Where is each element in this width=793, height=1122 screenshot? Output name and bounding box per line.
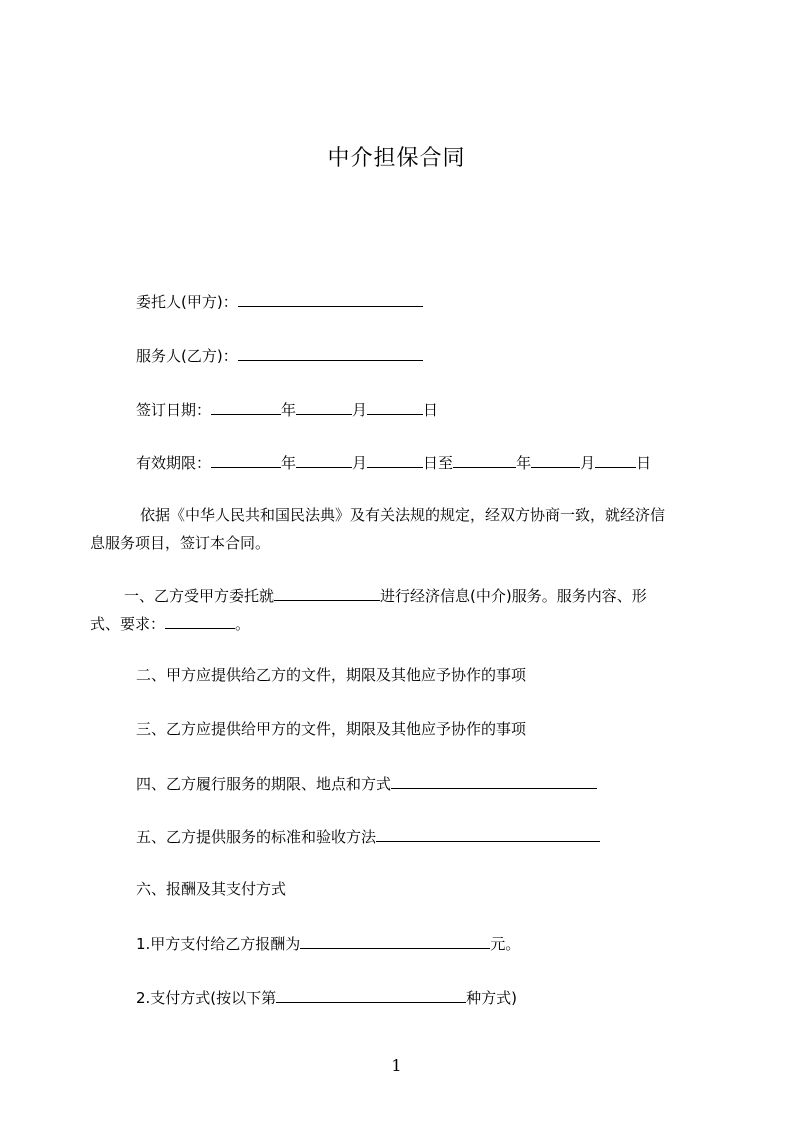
clause-1-part-3: 式、要求： <box>90 615 166 633</box>
clause-4-text: 四、乙方履行服务的期限、地点和方式 <box>136 775 392 793</box>
validity-start-year-unit: 年 <box>281 454 297 472</box>
signing-year-blank[interactable] <box>211 399 281 415</box>
clause-2: 二、甲方应提供给乙方的文件，期限及其他应予协作的事项 <box>136 666 527 684</box>
validity-end-day-blank[interactable] <box>595 452 636 468</box>
signing-year-unit: 年 <box>281 401 297 419</box>
signing-day-unit: 日 <box>423 401 439 419</box>
clause-1-part-4: 。 <box>235 615 251 633</box>
payment-method-blank[interactable] <box>276 987 466 1003</box>
validity-start-month-unit: 月 <box>352 454 368 472</box>
validity-end-month-blank[interactable] <box>531 452 580 468</box>
clause-1-line-1 <box>124 585 647 606</box>
clause-6-item-1-prefix: 1.甲方支付给乙方报酬为 <box>136 935 301 953</box>
validity-label: 有效期限： <box>136 454 212 472</box>
clause-5-blank[interactable] <box>376 826 600 842</box>
clause-4-line <box>136 773 597 794</box>
clause-6-heading: 六、报酬及其支付方式 <box>136 880 287 898</box>
signing-month-unit: 月 <box>352 401 368 419</box>
preamble-line-1: 依据《中华人民共和国民法典》及有关法规的规定，经双方协商一致，就经济信 <box>140 506 666 524</box>
signing-day-blank[interactable] <box>367 399 423 415</box>
provider-label: 服务人(乙方)： <box>136 347 238 365</box>
clause-6-item-1-suffix: 元。 <box>490 935 521 953</box>
client-line <box>136 291 423 312</box>
clause-6-item-2-prefix: 2.支付方式(按以下第 <box>136 989 277 1007</box>
client-label: 委托人(甲方)： <box>136 293 238 311</box>
page-number: 1 <box>391 1056 402 1075</box>
validity-end-year-unit: 年 <box>516 454 532 472</box>
clause-5-line <box>136 826 600 847</box>
payment-amount-blank[interactable] <box>300 933 490 949</box>
clause-6-item-2 <box>136 987 517 1008</box>
clause-6-item-2-suffix: 种方式) <box>466 989 518 1007</box>
signing-date-line <box>136 399 438 420</box>
provider-name-blank[interactable] <box>238 345 423 361</box>
document-title: 中介担保合同 <box>327 146 466 171</box>
validity-start-month-blank[interactable] <box>296 452 352 468</box>
validity-line <box>136 452 651 473</box>
clause-6-item-1 <box>136 933 520 954</box>
validity-end-year-blank[interactable] <box>453 452 516 468</box>
client-name-blank[interactable] <box>238 291 423 307</box>
clause-5-text: 五、乙方提供服务的标准和验收方法 <box>136 828 377 846</box>
signing-date-label: 签订日期： <box>136 401 212 419</box>
provider-line <box>136 345 423 366</box>
preamble-line-2: 息服务项目，签订本合同。 <box>90 534 271 552</box>
validity-start-year-blank[interactable] <box>211 452 281 468</box>
clause-1-requirements-blank[interactable] <box>165 613 235 629</box>
validity-end-day-unit: 日 <box>636 454 652 472</box>
clause-1-part-2: 进行经济信息(中介)服务。服务内容、形 <box>380 587 647 605</box>
validity-end-month-unit: 月 <box>580 454 596 472</box>
clause-3: 三、乙方应提供给甲方的文件，期限及其他应予协作的事项 <box>136 720 527 738</box>
clause-1-part-1: 一、乙方受甲方委托就 <box>124 587 275 605</box>
clause-1-line-2 <box>90 613 250 634</box>
validity-start-day-blank[interactable] <box>367 452 423 468</box>
validity-start-day-unit: 日至 <box>423 454 454 472</box>
clause-4-blank[interactable] <box>391 773 597 789</box>
clause-1-subject-blank[interactable] <box>274 585 380 601</box>
signing-month-blank[interactable] <box>296 399 352 415</box>
